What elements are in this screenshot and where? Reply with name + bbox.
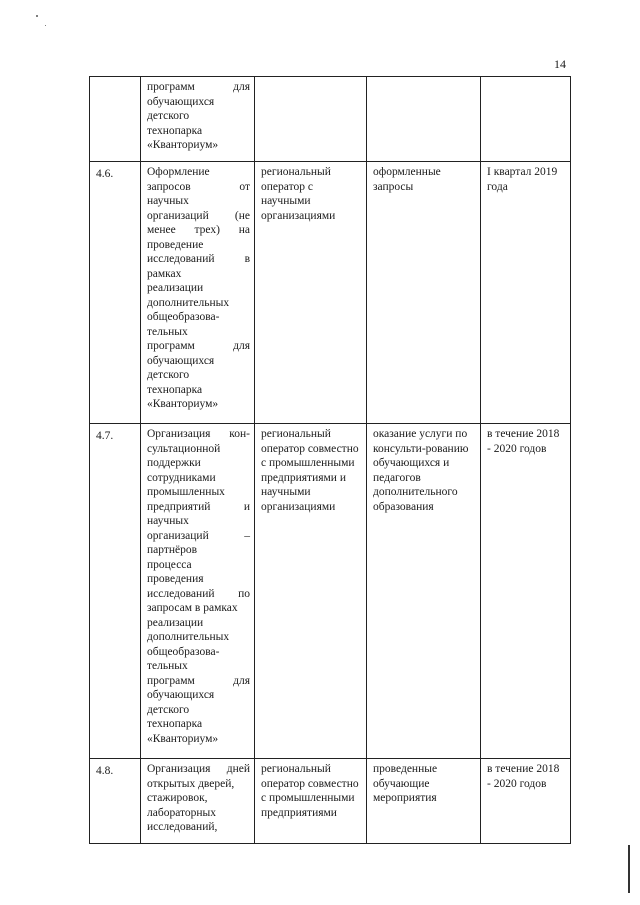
event-line: детского [147, 110, 190, 122]
plan-table [89, 76, 571, 844]
event-line: обучающихся [147, 689, 215, 701]
scan-speck [36, 15, 38, 17]
table-row [90, 759, 571, 844]
cell-result: оказание услуги по консульти-рованию обучающихся и педагогов дополнительного образования [367, 424, 481, 759]
scan-speck [45, 25, 46, 26]
event-line: открытых дверей, [147, 777, 235, 790]
event-line: Оформление [147, 166, 210, 178]
event-line: поддержки [147, 457, 201, 469]
cell-executor: региональный оператор совместно с промышленными предприятиями и научными организациями [255, 424, 367, 759]
event-line: партнёров [147, 544, 198, 556]
event-line: сотрудниками [147, 471, 216, 484]
event-line: «Кванториум» [147, 732, 219, 745]
event-line: программ для [147, 81, 250, 93]
event-line: «Кванториум» [147, 398, 219, 410]
event-line: проведения [147, 573, 204, 585]
event-line: промышленных [147, 486, 225, 498]
cell-num: 4.8. [90, 759, 141, 844]
event-line: детского [147, 369, 190, 381]
event-line: обучающихся [147, 95, 215, 108]
event-line: исследований в [147, 253, 250, 265]
table-row [90, 424, 571, 759]
event-line: проведение [147, 238, 204, 251]
event-line: технопарка [147, 124, 203, 137]
cell-num [90, 77, 141, 162]
event-line: дополнительных [147, 631, 230, 643]
event-line: лабораторных [147, 806, 217, 819]
event-line: предприятий и [147, 500, 250, 513]
event-line: исследований, [147, 821, 218, 833]
event-line: тельных [147, 660, 188, 672]
event-line: менее трех) на [147, 224, 250, 236]
cell-result [367, 77, 481, 162]
event-line: обучающихся [147, 354, 215, 367]
cell-num: 4.6. [90, 162, 141, 424]
cell-deadline: в течение 2018 - 2020 годов [481, 424, 571, 759]
event-line: программ для [147, 674, 250, 687]
event-line: рамках [147, 267, 182, 280]
event-line: дополнительных [147, 296, 230, 309]
event-line: процесса [147, 558, 192, 571]
table-row [90, 162, 571, 424]
cell-executor [255, 77, 367, 162]
event-line: тельных [147, 325, 188, 338]
cell-result: проведенные обучающие мероприятия [367, 759, 481, 844]
event-line: сультационной [147, 442, 221, 455]
event-line: программ для [147, 340, 250, 352]
event-line: организаций (не [147, 209, 250, 222]
cell-deadline: I квартал 2019 года [481, 162, 571, 424]
event-line: организаций – [147, 529, 250, 542]
cell-executor: региональный оператор с научными организациями [255, 162, 367, 424]
event-line: общеобразова- [147, 645, 220, 658]
event-line: технопарка [147, 718, 203, 730]
cell-result: оформленные запросы [367, 162, 481, 424]
cell-num: 4.7. [90, 424, 141, 759]
table-row [90, 77, 571, 162]
event-line: научных [147, 515, 189, 527]
event-line: стажировок, [147, 792, 208, 804]
event-line: Организация дней [147, 763, 250, 775]
event-line: запросов от [147, 180, 250, 193]
cell-deadline [481, 77, 571, 162]
event-line: реализации [147, 616, 204, 629]
event-line: Организация кон- [147, 428, 250, 440]
event-line: «Кванториум» [147, 139, 219, 151]
event-line: детского [147, 703, 190, 716]
cell-executor: региональный оператор совместно с промышленными предприятиями [255, 759, 367, 844]
scan-edge-mark [628, 845, 630, 893]
event-line: научных [147, 195, 189, 207]
cell-deadline: в течение 2018 - 2020 годов [481, 759, 571, 844]
event-line: технопарка [147, 383, 203, 396]
page-number: 14 [554, 57, 566, 71]
cell-event [141, 77, 255, 162]
cell-event [141, 759, 255, 844]
event-line: запросам в рамках [147, 602, 238, 614]
event-line: общеобразова- [147, 311, 220, 323]
event-line: исследований по [147, 587, 250, 600]
cell-event [141, 424, 255, 759]
cell-event [141, 162, 255, 424]
event-line: реализации [147, 282, 204, 294]
